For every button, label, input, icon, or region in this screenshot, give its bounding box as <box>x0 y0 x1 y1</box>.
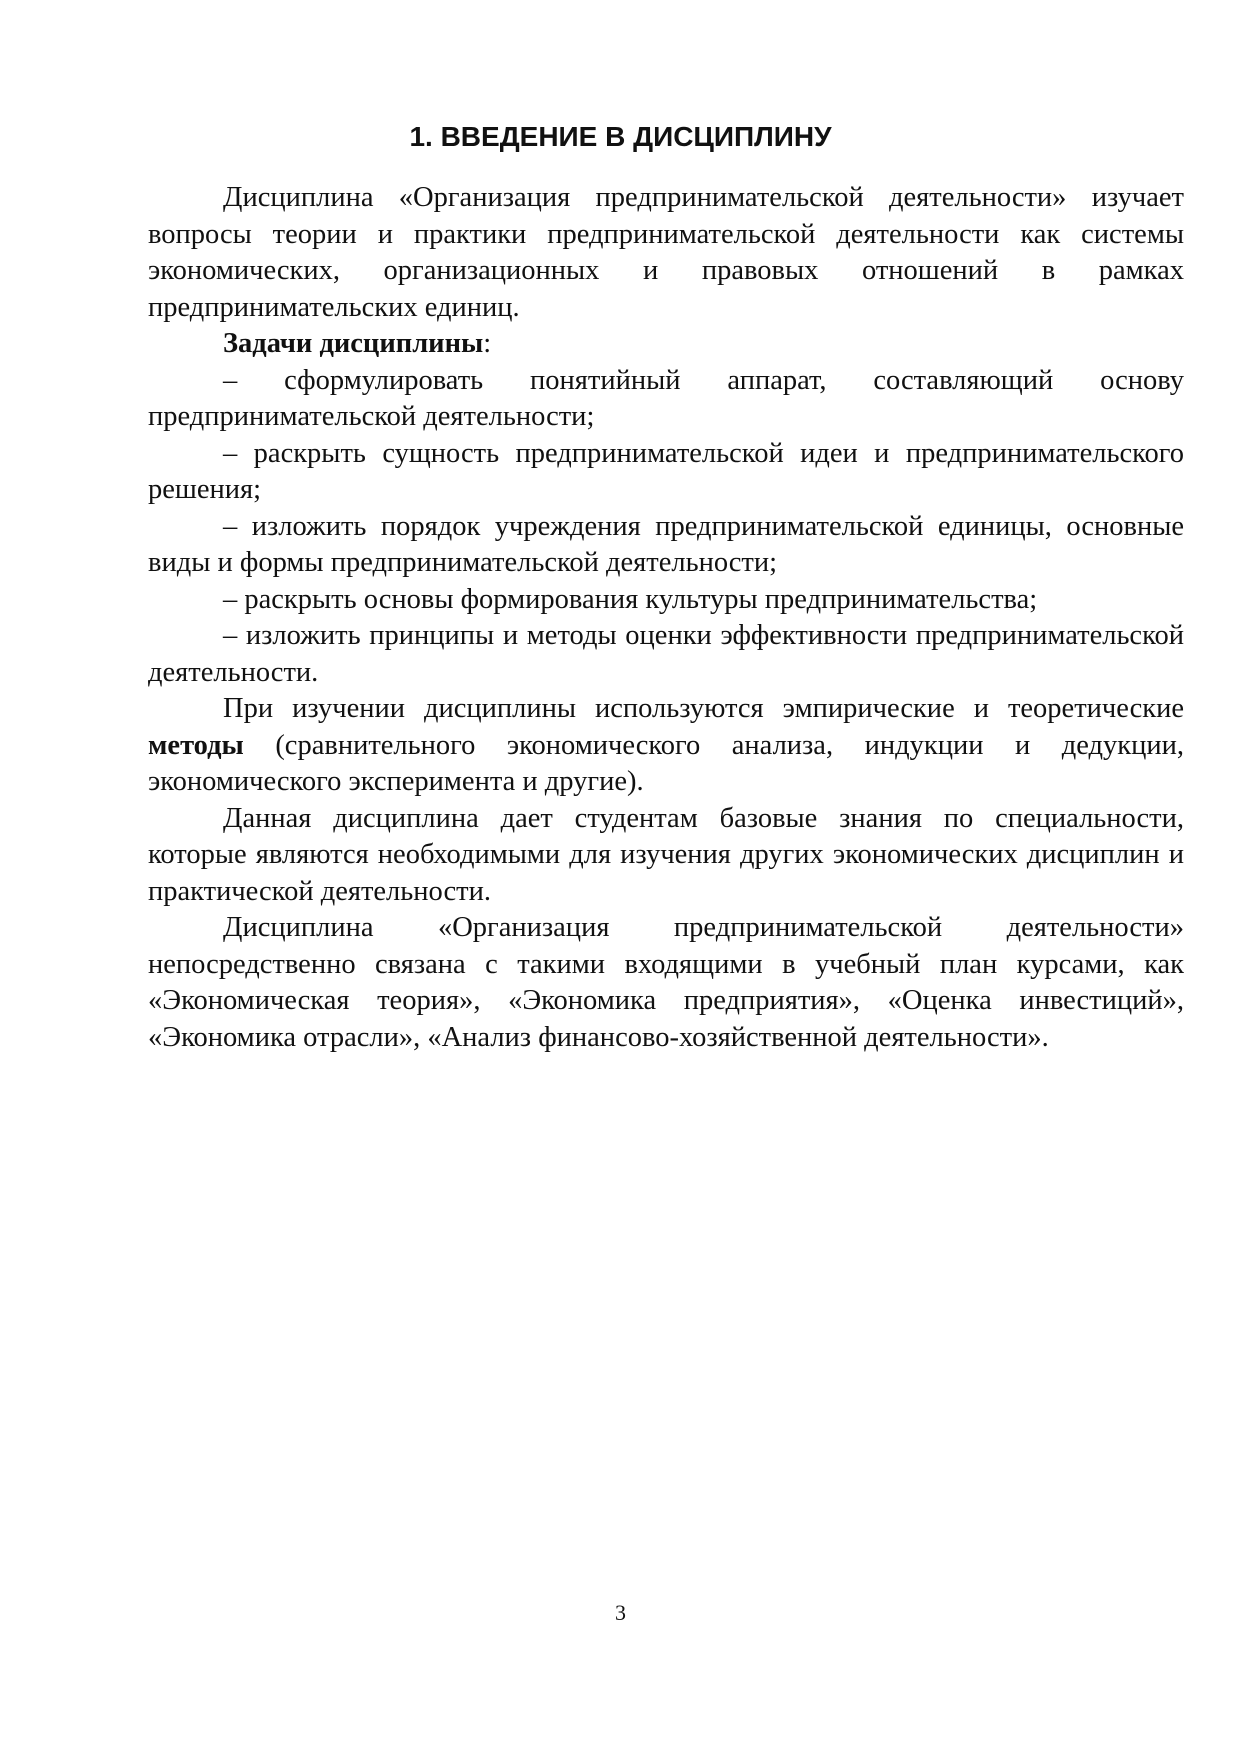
tasks-heading-colon: : <box>483 328 492 359</box>
methods-text-before: При изучении дисциплины используются эмпирические и теоретические <box>223 693 1184 724</box>
tasks-heading-paragraph <box>148 326 1184 363</box>
task-item-5: – изложить принципы и методы оценки эффективности предпринимательской деятельности. <box>148 620 1184 688</box>
methods-paragraph <box>148 691 1184 801</box>
task-item-1: – сформулировать понятийный аппарат, составляющий основу предпринимательской деятельности; <box>148 364 1184 432</box>
page-number: 3 <box>615 1600 626 1625</box>
methods-text-after: (сравнительного экономического анализа, индукции и дедукции, экономического эксперимента и другие). <box>148 729 1184 797</box>
relations-paragraph: Дисциплина «Организация предпринимательской деятельности» непосредственно связана с такими входящими в учебный план курсами, как «Экономическая теория», «Экономика предприятия», «Оценка инвестиций», «Экономика отрасли», «Анализ финансово-хозяйственной деятельности». <box>148 912 1184 1053</box>
knowledge-paragraph: Данная дисциплина дает студентам базовые знания по специальности, которые являются необходимыми для изучения других экономических дисциплин и практической деятельности. <box>148 802 1184 907</box>
page-title: 1. ВВЕДЕНИЕ В ДИСЦИПЛИНУ <box>409 121 832 152</box>
tasks-heading: Задачи дисциплины <box>223 328 484 359</box>
intro-paragraph: Дисциплина «Организация предпринимательской деятельности» изучает вопросы теории и практики предпринимательской деятельности как системы экономических, организационных и правовых отношений в рамках предпринимательских единиц. <box>148 182 1184 323</box>
methods-keyword: методы <box>148 729 244 761</box>
task-item-3: – изложить порядок учреждения предпринимательской единицы, основные виды и формы предпринимательской деятельности; <box>148 510 1184 578</box>
task-item-4: – раскрыть основы формирования культуры предпринимательства; <box>223 583 1038 615</box>
task-item-2: – раскрыть сущность предпринимательской идеи и предпринимательского решения; <box>148 437 1184 505</box>
document-body <box>148 180 1184 1056</box>
